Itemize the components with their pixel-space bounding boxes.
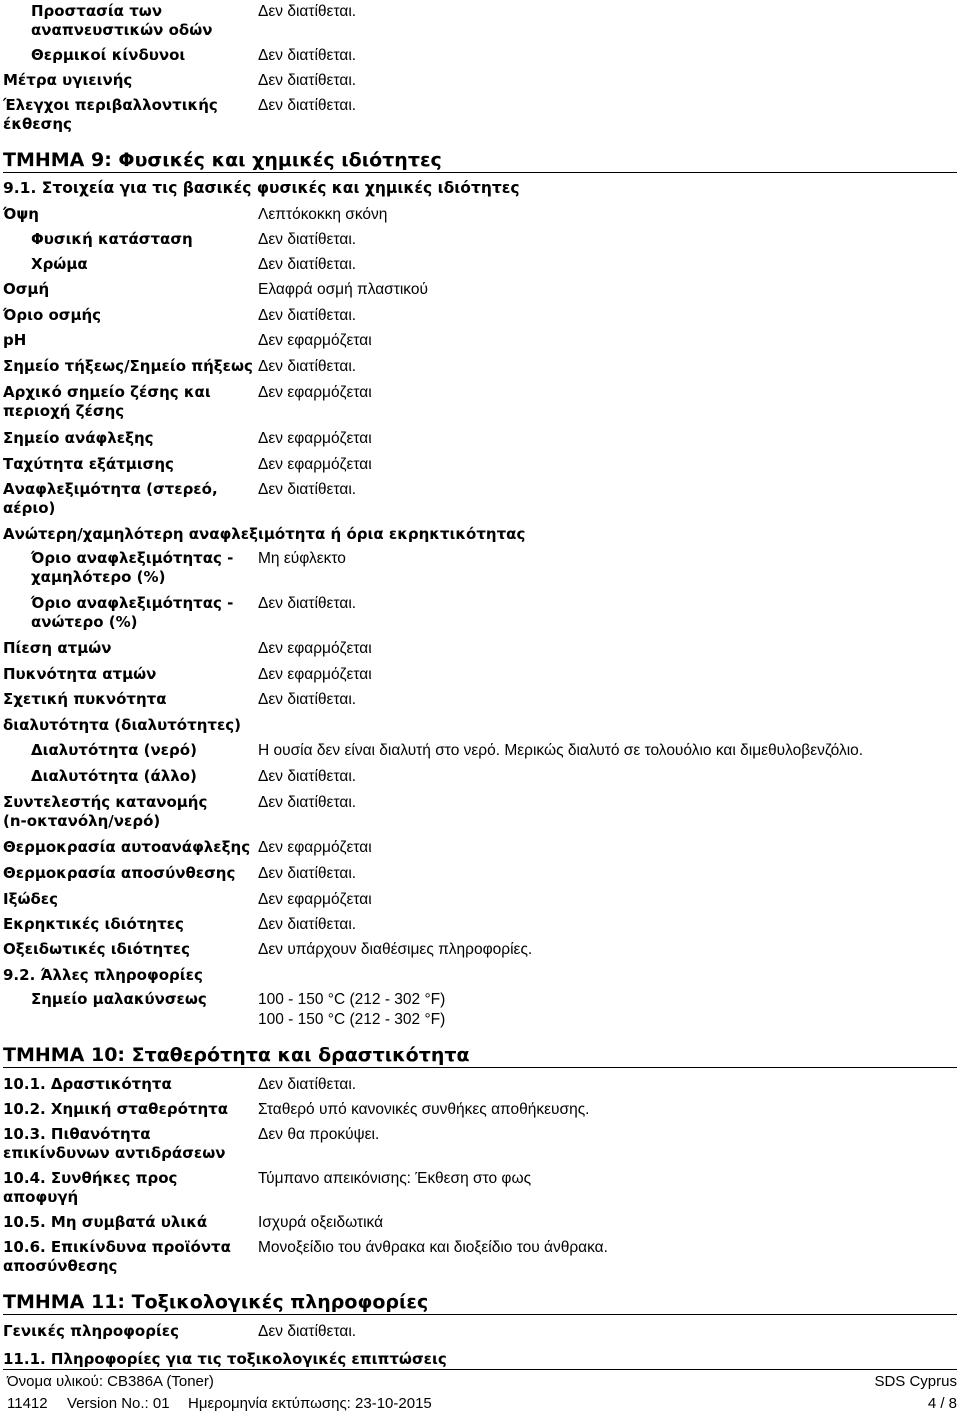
partition-coefficient-value: Δεν διατίθεται. xyxy=(258,794,357,811)
partition-coefficient-label-line2: (n-οκτανόλη/νερό) xyxy=(3,812,161,830)
hazardous-reactions-value: Δεν θα προκύψει. xyxy=(258,1126,380,1143)
decomposition-temp-value: Δεν διατίθεται. xyxy=(258,865,357,882)
resp-protection-label-line2: αναπνευστικών οδών xyxy=(31,21,213,39)
subsection-11-1-title: 11.1. Πληροφορίες για τις τοξικολογικές επιπτώσεις xyxy=(3,1350,447,1368)
chemical-stability-label: 10.2. Χημική σταθερότητα xyxy=(3,1100,228,1118)
footer-material-name: Όνομα υλικού: CB386A (Toner) xyxy=(7,1373,214,1390)
env-controls-value: Δεν διατίθεται. xyxy=(258,97,357,114)
vapor-density-label: Πυκνότητα ατμών xyxy=(3,665,157,683)
odor-value: Ελαφρά οσμή πλαστικού xyxy=(258,281,428,298)
ph-label: pH xyxy=(3,331,27,349)
solubility-other-value: Δεν διατίθεται. xyxy=(258,768,357,785)
color-label: Χρώμα xyxy=(31,255,88,273)
section-10-rule xyxy=(3,1067,957,1068)
subsection-9-1-title: 9.1. Στοιχεία για τις βασικές φυσικές και χημικές ιδιότητες xyxy=(3,179,520,197)
decomposition-products-value: Μονοξείδιο του άνθρακα και διοξείδιο του άνθρακα. xyxy=(258,1239,608,1256)
conditions-to-avoid-label-line2: αποφυγή xyxy=(3,1188,79,1206)
softening-point-label: Σημείο μαλακύνσεως xyxy=(31,990,207,1008)
boiling-point-label-line1: Αρχικό σημείο ζέσης και xyxy=(3,383,211,401)
chemical-stability-value: Σταθερό υπό κανονικές συνθήκες αποθήκευσης. xyxy=(258,1101,590,1118)
softening-point-value-1: 100 - 150 °C (212 - 302 °F) xyxy=(258,991,446,1008)
upper-limit-label-line1: Όριο αναφλεξιμότητας - xyxy=(31,594,234,612)
solubility-other-label: Διαλυτότητα (άλλο) xyxy=(31,767,197,785)
flash-point-value: Δεν εφαρμόζεται xyxy=(258,430,372,447)
color-value: Δεν διατίθεται. xyxy=(258,256,357,273)
thermal-hazards-value: Δεν διατίθεται. xyxy=(258,47,357,64)
upper-limit-label-line2: ανώτερο (%) xyxy=(31,613,138,631)
general-info-label: Γενικές πληροφορίες xyxy=(3,1322,180,1340)
oxidizing-properties-value: Δεν υπάρχουν διαθέσιμες πληροφορίες. xyxy=(258,941,533,958)
section-10-title: ΤΜΗΜΑ 10: Σταθερότητα και δραστικότητα xyxy=(3,1044,470,1066)
footer-doc-number: 11412 xyxy=(7,1395,48,1412)
flash-point-label: Σημείο ανάφλεξης xyxy=(3,429,154,447)
vapor-density-value: Δεν εφαρμόζεται xyxy=(258,666,372,683)
melting-point-label: Σημείο τήξεως/Σημείο πήξεως xyxy=(3,357,253,375)
explosive-properties-label: Εκρηκτικές ιδιότητες xyxy=(3,915,184,933)
autoignition-label: Θερμοκρασία αυτοανάφλεξης xyxy=(3,838,251,856)
relative-density-label: Σχετική πυκνότητα xyxy=(3,690,167,708)
solubility-water-value: Η ουσία δεν είναι διαλυτή στο νερό. Μερικώς διαλυτό σε τολουόλιο και διμεθυλοβενζόλιο. xyxy=(258,742,864,759)
solubility-water-label: Διαλυτότητα (νερό) xyxy=(31,741,197,759)
lower-limit-label-line2: χαμηλότερο (%) xyxy=(31,568,166,586)
flammability-limits-heading: Ανώτερη/χαμηλότερη αναφλεξιμότητα ή όρια εκρηκτικότητας xyxy=(3,525,526,543)
decomposition-products-label-line2: αποσύνθεσης xyxy=(3,1257,118,1275)
flammability-label-line1: Αναφλεξιμότητα (στερεό, xyxy=(3,480,218,498)
melting-point-value: Δεν διατίθεται. xyxy=(258,358,357,375)
section-11-rule xyxy=(3,1314,957,1315)
lower-limit-value: Μη εύφλεκτο xyxy=(258,550,346,567)
odor-threshold-value: Δεν διατίθεται. xyxy=(258,307,357,324)
ph-value: Δεν εφαρμόζεται xyxy=(258,332,372,349)
boiling-point-label-line2: περιοχή ζέσης xyxy=(3,402,125,420)
boiling-point-value: Δεν εφαρμόζεται xyxy=(258,384,372,401)
flammability-value: Δεν διατίθεται. xyxy=(258,481,357,498)
solubility-heading: διαλυτότητα (διαλυτότητες) xyxy=(3,716,242,734)
conditions-to-avoid-label-line1: 10.4. Συνθήκες προς xyxy=(3,1169,178,1187)
hygiene-measures-label: Μέτρα υγιεινής xyxy=(3,71,133,89)
hazardous-reactions-label-line2: επικίνδυνων αντιδράσεων xyxy=(3,1144,226,1162)
softening-point-value-2: 100 - 150 °C (212 - 302 °F) xyxy=(258,1011,446,1028)
footer-rule xyxy=(3,1369,957,1370)
section-11-title: ΤΜΗΜΑ 11: Τοξικολογικές πληροφορίες xyxy=(3,1291,429,1313)
footer-sds-label: SDS Cyprus xyxy=(874,1373,957,1390)
env-controls-label-line1: Έλεγχοι περιβαλλοντικής xyxy=(3,96,218,114)
evaporation-rate-label: Ταχύτητα εξάτμισης xyxy=(3,455,174,473)
conditions-to-avoid-value: Τύμπανο απεικόνισης: Έκθεση στο φως xyxy=(258,1170,532,1187)
flammability-label-line2: αέριο) xyxy=(3,499,56,517)
upper-limit-value: Δεν διατίθεται. xyxy=(258,595,357,612)
vapor-pressure-value: Δεν εφαρμόζεται xyxy=(258,640,372,657)
incompatible-materials-label: 10.5. Μη συμβατά υλικά xyxy=(3,1213,208,1231)
env-controls-label-line2: έκθεσης xyxy=(3,115,72,133)
autoignition-value: Δεν εφαρμόζεται xyxy=(258,839,372,856)
general-info-value: Δεν διατίθεται. xyxy=(258,1323,357,1340)
section-9-title: ΤΜΗΜΑ 9: Φυσικές και χημικές ιδιότητες xyxy=(3,149,442,171)
partition-coefficient-label-line1: Συντελεστής κατανομής xyxy=(3,793,208,811)
subsection-9-2-title: 9.2. Άλλες πληροφορίες xyxy=(3,966,203,984)
oxidizing-properties-label: Οξειδωτικές ιδιότητες xyxy=(3,940,191,958)
lower-limit-label-line1: Όριο αναφλεξιμότητας - xyxy=(31,549,234,567)
hazardous-reactions-label-line1: 10.3. Πιθανότητα xyxy=(3,1125,151,1143)
viscosity-value: Δεν εφαρμόζεται xyxy=(258,891,372,908)
explosive-properties-value: Δεν διατίθεται. xyxy=(258,916,357,933)
appearance-value: Λεπτόκοκκη σκόνη xyxy=(258,206,388,223)
footer-version: Version No.: 01 xyxy=(67,1395,170,1412)
evaporation-rate-value: Δεν εφαρμόζεται xyxy=(258,456,372,473)
appearance-label: Όψη xyxy=(3,205,39,223)
odor-label: Οσμή xyxy=(3,280,50,298)
odor-threshold-label: Όριο οσμής xyxy=(3,306,102,324)
footer-page-number: 4 / 8 xyxy=(927,1395,957,1412)
hygiene-measures-value: Δεν διατίθεται. xyxy=(258,72,357,89)
physical-state-value: Δεν διατίθεται. xyxy=(258,231,357,248)
vapor-pressure-label: Πίεση ατμών xyxy=(3,639,112,657)
footer-print-date: Ημερομηνία εκτύπωσης: 23-10-2015 xyxy=(188,1395,432,1412)
incompatible-materials-value: Ισχυρά οξειδωτικά xyxy=(258,1214,384,1231)
decomposition-temp-label: Θερμοκρασία αποσύνθεσης xyxy=(3,864,236,882)
viscosity-label: Ιξώδες xyxy=(3,890,59,908)
reactivity-value: Δεν διατίθεται. xyxy=(258,1076,357,1093)
physical-state-label: Φυσική κατάσταση xyxy=(31,230,193,248)
relative-density-value: Δεν διατίθεται. xyxy=(258,691,357,708)
resp-protection-label-line1: Προστασία των xyxy=(31,2,163,20)
reactivity-label: 10.1. Δραστικότητα xyxy=(3,1075,172,1093)
section-9-rule xyxy=(3,172,957,173)
resp-protection-value: Δεν διατίθεται. xyxy=(258,3,357,20)
thermal-hazards-label: Θερμικοί κίνδυνοι xyxy=(31,46,186,64)
decomposition-products-label-line1: 10.6. Επικίνδυνα προϊόντα xyxy=(3,1238,231,1256)
